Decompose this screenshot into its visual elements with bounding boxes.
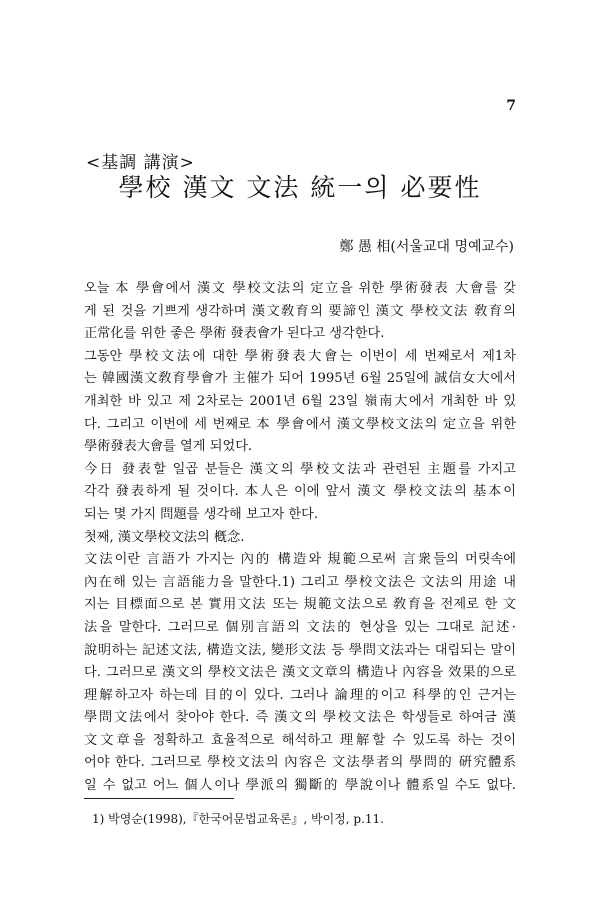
page-title: 學校 漢文 文法 統一의 必要性 bbox=[118, 173, 482, 202]
text-line: 그동안 學校文法에 대한 學術發表大會는 이번이 세 번째로서 제1차 bbox=[84, 348, 516, 364]
text-line: 지는 目標面으로 본 實用文法 또는 規範文法으로 敎育을 전제로 한 文 bbox=[84, 597, 516, 613]
page-number: 7 bbox=[506, 98, 516, 114]
text-line: 文文章을 정확하고 효율적으로 해석하고 理解할 수 있도록 하는 것이 bbox=[84, 732, 516, 748]
text-line: 되는 몇 가지 問題를 생각해 보고자 한다. bbox=[84, 506, 319, 522]
text-line: 일 수 없고 어느 個人이나 學派의 獨斷的 學說이나 體系일 수도 없다. bbox=[84, 778, 516, 794]
text-line: 다. 그리고 이번에 세 번째로 本 學會에서 漢文學校文法의 定立을 위한 bbox=[84, 416, 516, 432]
footnote: 1) 박영순(1998),『한국어문법교육론』, 박이정, p.11. bbox=[92, 812, 384, 826]
text-line: 첫째, 漢文學校文法의 槪念. bbox=[84, 529, 245, 545]
text-line: 는 韓國漢文敎育學會가 主催가 되어 1995년 6월 25일에 誠信女大에서 bbox=[84, 371, 516, 387]
text-line: 正常化를 위한 좋은 學術 發表會가 된다고 생각한다. bbox=[84, 326, 385, 342]
text-line: 內在해 있는 言語能力을 말한다.1) 그리고 學校文法은 文法의 用途 내 bbox=[84, 574, 516, 590]
footnote-divider bbox=[84, 798, 234, 799]
text-line: 게 된 것을 기쁘게 생각하며 漢文敎育의 要諦인 漢文 學校文法 敎育의 bbox=[84, 303, 516, 319]
section-label: <基調 講演> bbox=[86, 153, 195, 173]
text-line: 理解하고자 하는데 目的이 있다. 그러나 論理的이고 科學的인 근거는 bbox=[84, 687, 516, 703]
text-line: 今日 發表할 일곱 분들은 漢文의 學校文法과 관련된 主題를 가지고 bbox=[84, 461, 516, 477]
text-line: 개최한 바 있고 제 2차로는 2001년 6월 23일 嶺南大에서 개최한 바 있 bbox=[84, 393, 516, 409]
text-line: 法을 말한다. 그러므로 個別言語의 文法的 현상을 있는 그대로 記述· bbox=[84, 619, 516, 635]
text-line: 각각 發表하게 될 것이다. 本人은 이에 앞서 漢文 學校文法의 基本이 bbox=[84, 484, 516, 500]
text-line: 說明하는 記述文法, 構造文法, 變形文法 등 學問文法과는 대립되는 말이 bbox=[84, 642, 516, 658]
text-line: 學術發表大會를 열게 되었다. bbox=[84, 439, 253, 455]
body-text bbox=[84, 278, 516, 798]
author-line: 鄭 愚 相(서울교대 명예교수) bbox=[339, 239, 514, 255]
text-line: 어야 한다. 그러므로 學校文法의 內容은 文法學者의 學問的 硏究體系 bbox=[84, 755, 516, 771]
text-line: 다. 그러므로 漢文의 學校文法은 漢文文章의 構造나 內容을 效果的으로 bbox=[84, 665, 516, 681]
text-line: 學問文法에서 찾아야 한다. 즉 漢文의 學校文法은 학생들로 하여금 漢 bbox=[84, 710, 516, 726]
text-line: 오늘 本 學會에서 漢文 學校文法의 定立을 위한 學術發表 大會를 갖 bbox=[84, 281, 516, 296]
text-line: 文法이란 言語가 가지는 內的 構造와 規範으로써 言衆들의 머릿속에 bbox=[84, 552, 516, 568]
